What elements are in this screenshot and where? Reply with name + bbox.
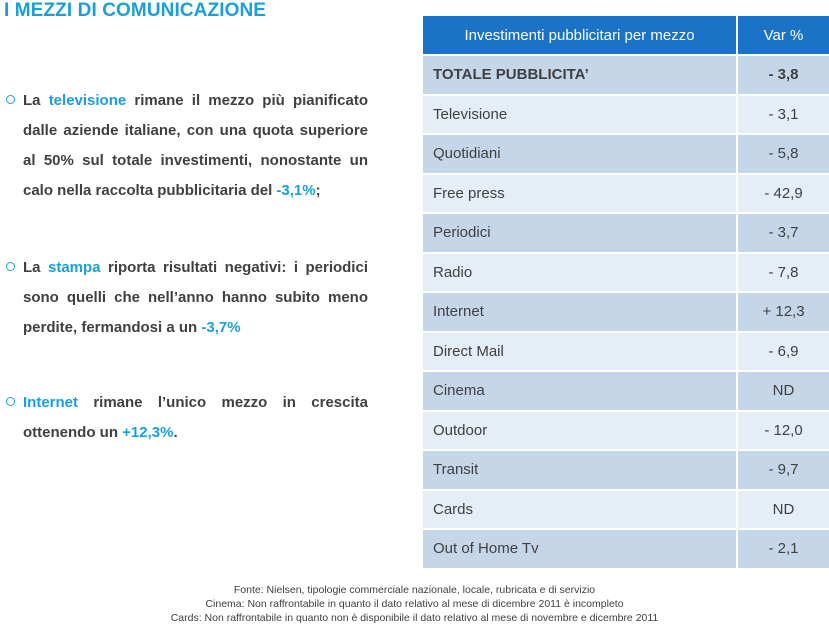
medium-name: Radio [423,253,737,293]
medium-name: Out of Home Tv [423,529,737,569]
table-row [423,490,829,530]
bullet-press [6,253,368,343]
table-row [423,95,829,135]
variation-value: + 12,3 [737,292,829,332]
variation-value: - 6,9 [737,332,829,372]
medium-name: Direct Mail [423,332,737,372]
table-row [423,253,829,293]
bullet-text: La televisione rimane il mezzo più pianificato dalle aziende italiane, con una quota superiore al 50% sul totale investimenti, nonostante un calo nella raccolta pubblicitaria del -3,1%; [23,92,368,199]
highlight-value: +12,3% [122,424,174,441]
variation-value: - 5,8 [737,134,829,174]
variation-value: - 42,9 [737,174,829,214]
table-row [423,213,829,253]
bullet-text: La stampa riporta risultati negativi: i periodici sono quelli che nell’anno hanno subito meno perdite, fermandosi a un -3,7% [23,259,368,336]
table-body [423,55,829,569]
medium-name: Quotidiani [423,134,737,174]
variation-value: - 7,8 [737,253,829,293]
medium-name: Cinema [423,371,737,411]
variation-value: ND [737,490,829,530]
variation-value: - 3,8 [737,55,829,95]
variation-value: - 9,7 [737,450,829,490]
medium-name: Internet [423,292,737,332]
footer-note-cards: Cards: Non raffrontabile in quanto non è disponibile il dato relativo al mese di novembre e dicembre 2011 [170,612,659,624]
investment-table [423,16,829,570]
highlight-keyword: televisione [48,92,127,109]
medium-name: Televisione [423,95,737,135]
source-notes [0,583,829,625]
footer-source: Fonte: Nielsen, tipologie commerciale nazionale, locale, rubricata e di servizio [233,584,596,596]
table-row [423,529,829,569]
variation-value: - 3,7 [737,213,829,253]
table-header-row [423,16,829,55]
highlight-keyword: Internet [23,394,79,411]
table-row-total [423,55,829,95]
medium-name: Cards [423,490,737,530]
column-header-variation: Var % [737,16,829,55]
bullet-circle-icon [6,397,15,406]
medium-name: Transit [423,450,737,490]
table-row [423,450,829,490]
highlight-value: -3,1% [276,182,316,199]
table-row [423,371,829,411]
medium-name: Free press [423,174,737,214]
highlight-keyword: stampa [48,259,101,276]
bullet-internet [6,388,368,448]
bullet-television [6,86,368,206]
table-row [423,174,829,214]
medium-name: TOTALE PUBBLICITA’ [423,55,737,95]
medium-name: Outdoor [423,411,737,451]
table-row [423,332,829,372]
variation-value: - 3,1 [737,95,829,135]
highlight-value: -3,7% [201,319,241,336]
bullet-circle-icon [6,95,15,104]
bullet-circle-icon [6,262,15,271]
footer-note-cinema: Cinema: Non raffrontabile in quanto il dato relativo al mese di dicembre 2011 è incompleto [205,598,624,610]
table-row [423,411,829,451]
medium-name: Periodici [423,213,737,253]
table-row [423,134,829,174]
variation-value: - 12,0 [737,411,829,451]
table-row [423,292,829,332]
bullet-text: Internet rimane l’unico mezzo in crescita ottenendo un +12,3%. [23,394,368,441]
column-header-medium: Investimenti pubblicitari per mezzo [423,16,737,55]
page-title: I MEZZI DI COMUNICAZIONE [4,0,267,21]
variation-value: ND [737,371,829,411]
variation-value: - 2,1 [737,529,829,569]
